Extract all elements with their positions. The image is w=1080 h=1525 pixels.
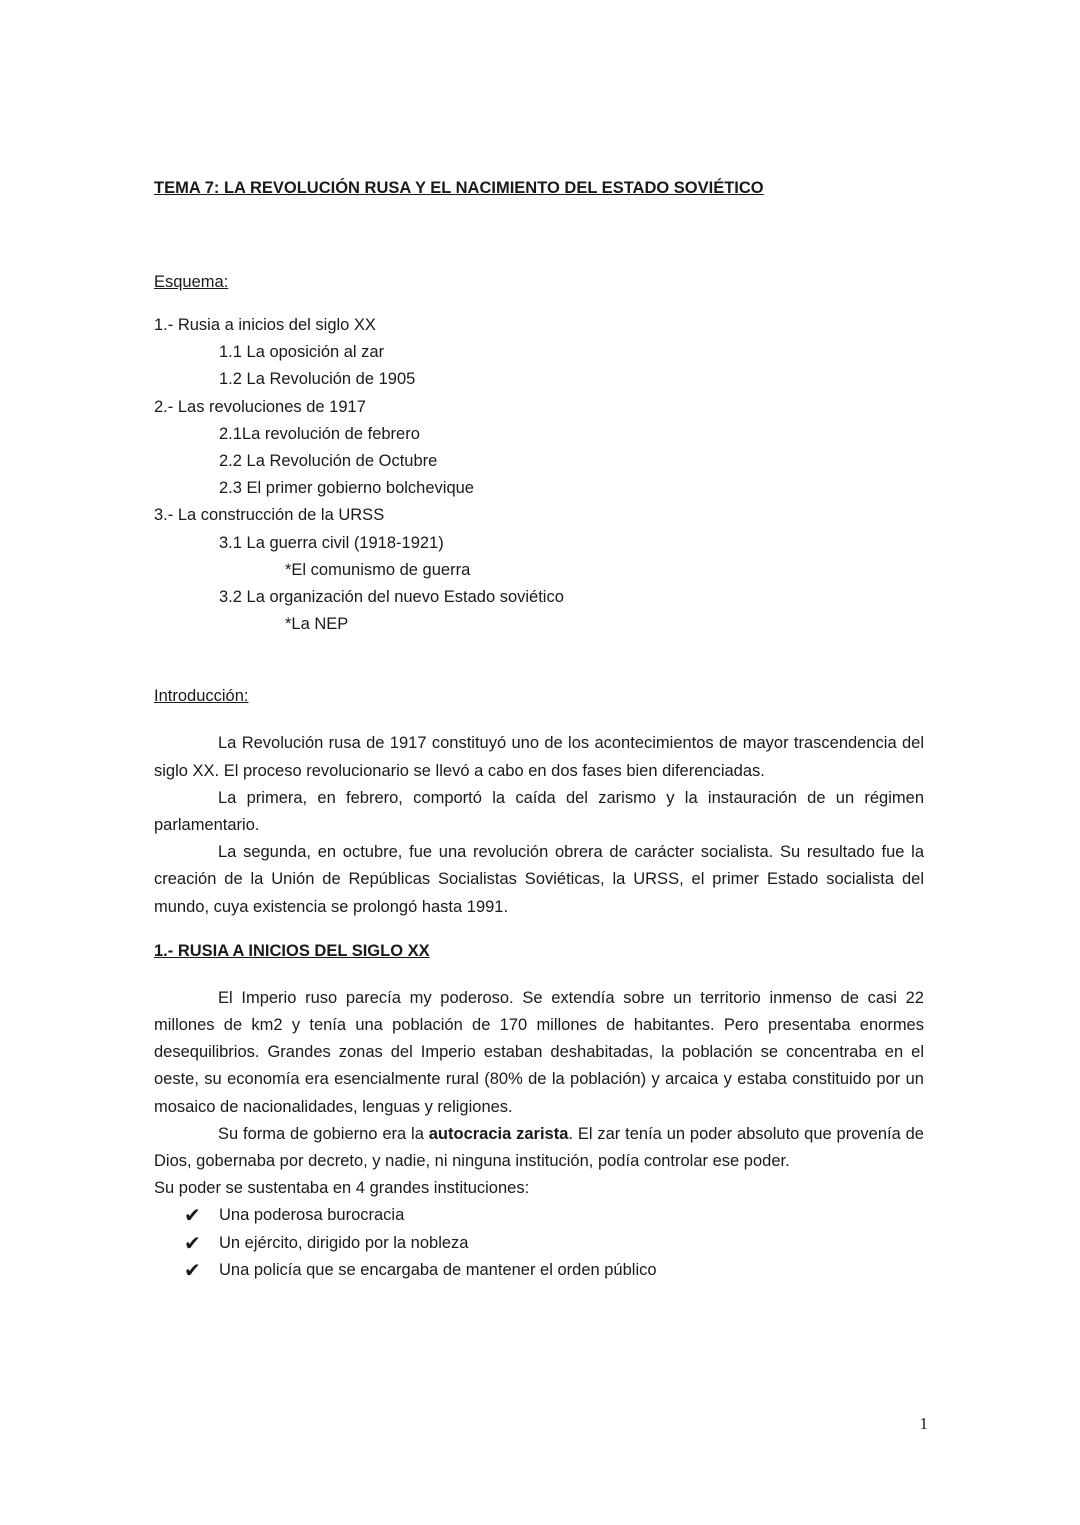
checkmark-icon: ✔ <box>184 1257 201 1282</box>
intro-paragraph-2: La primera, en febrero, comportó la caída del zarismo y la instauración de un régimen parlamentario. <box>154 788 924 835</box>
page-content <box>154 176 924 1284</box>
checklist-item-text: Una policía que se encargaba de mantener el orden público <box>219 1260 657 1279</box>
outline-item: 2.1La revolución de febrero <box>219 424 420 443</box>
checklist-item-text: Una poderosa burocracia <box>219 1206 405 1225</box>
intro-paragraph-3: La segunda, en octubre, fue una revolución obrera de carácter socialista. Su resultado fue la creación de la Unión de Repúblicas Socialistas Soviéticas, la URSS, el primer Estado socialista del mundo, cuya existencia se prolongó hasta 1991. <box>154 843 924 916</box>
outline-item: 3.- La construcción de la URSS <box>154 506 385 525</box>
checklist-item <box>154 1257 924 1284</box>
page-number: 1 <box>919 1414 928 1433</box>
outline-item: 1.2 La Revolución de 1905 <box>219 370 416 389</box>
checkmark-icon: ✔ <box>184 1203 201 1228</box>
outline-item: 2.3 El primer gobierno bolchevique <box>219 479 474 498</box>
outline-item: 2.2 La Revolución de Octubre <box>219 452 438 471</box>
outline-item: *El comunismo de guerra <box>285 560 471 579</box>
paragraph-text: . El zar tenía un poder absoluto que provenía de Dios, gobernaba por decreto, y nadie, ni ninguna institución, podía controlar ese poder. <box>154 1124 924 1171</box>
section-1-heading: 1.- RUSIA A INICIOS DEL SIGLO XX <box>154 941 430 960</box>
section-1-paragraph-3: Su poder se sustentaba en 4 grandes instituciones: <box>154 1179 530 1198</box>
intro-heading: Introducción: <box>154 687 249 706</box>
checklist-item <box>154 1230 924 1257</box>
esquema-outline <box>154 312 924 638</box>
outline-item: 1.- Rusia a inicios del siglo XX <box>154 316 376 334</box>
bold-term: autocracia zarista <box>428 1124 569 1143</box>
esquema-heading: Esquema: <box>154 273 229 291</box>
section-1-paragraph-2 <box>154 1121 924 1175</box>
checklist-item <box>154 1202 924 1229</box>
intro-section <box>154 730 924 920</box>
section-1-paragraph-1: El Imperio ruso parecía my poderoso. Se extendía sobre un territorio inmenso de casi 22 millones de km2 y tenía una población de 170 millones de habitantes. Pero presentaba enormes desequilibrios. Grandes zonas del Imperio estaban deshabitadas, la población se concentraba en el oeste, su economía era esencialmente rural (80% de la población) y arcaica y estaba constituido por un mosaico de nacionalidades, lenguas y religiones. <box>154 988 924 1116</box>
outline-item: *La NEP <box>285 615 349 634</box>
checkmark-icon: ✔ <box>184 1230 201 1255</box>
institutions-checklist <box>154 1202 924 1284</box>
outline-item: 3.1 La guerra civil (1918-1921) <box>219 533 444 552</box>
section-1-body <box>154 985 924 1284</box>
paragraph-text: Su forma de gobierno era la <box>218 1124 429 1143</box>
outline-item: 1.1 La oposición al zar <box>219 343 385 362</box>
outline-item: 2.- Las revoluciones de 1917 <box>154 397 366 416</box>
document-title: TEMA 7: LA REVOLUCIÓN RUSA Y EL NACIMIENTO DEL ESTADO SOVIÉTICO <box>154 179 764 197</box>
checklist-item-text: Un ejército, dirigido por la nobleza <box>219 1233 469 1252</box>
outline-item: 3.2 La organización del nuevo Estado soviético <box>219 588 564 607</box>
intro-paragraph-1: La Revolución rusa de 1917 constituyó uno de los acontecimientos de mayor trascendencia del siglo XX. El proceso revolucionario se llevó a cabo en dos fases bien diferenciadas. <box>154 734 924 780</box>
